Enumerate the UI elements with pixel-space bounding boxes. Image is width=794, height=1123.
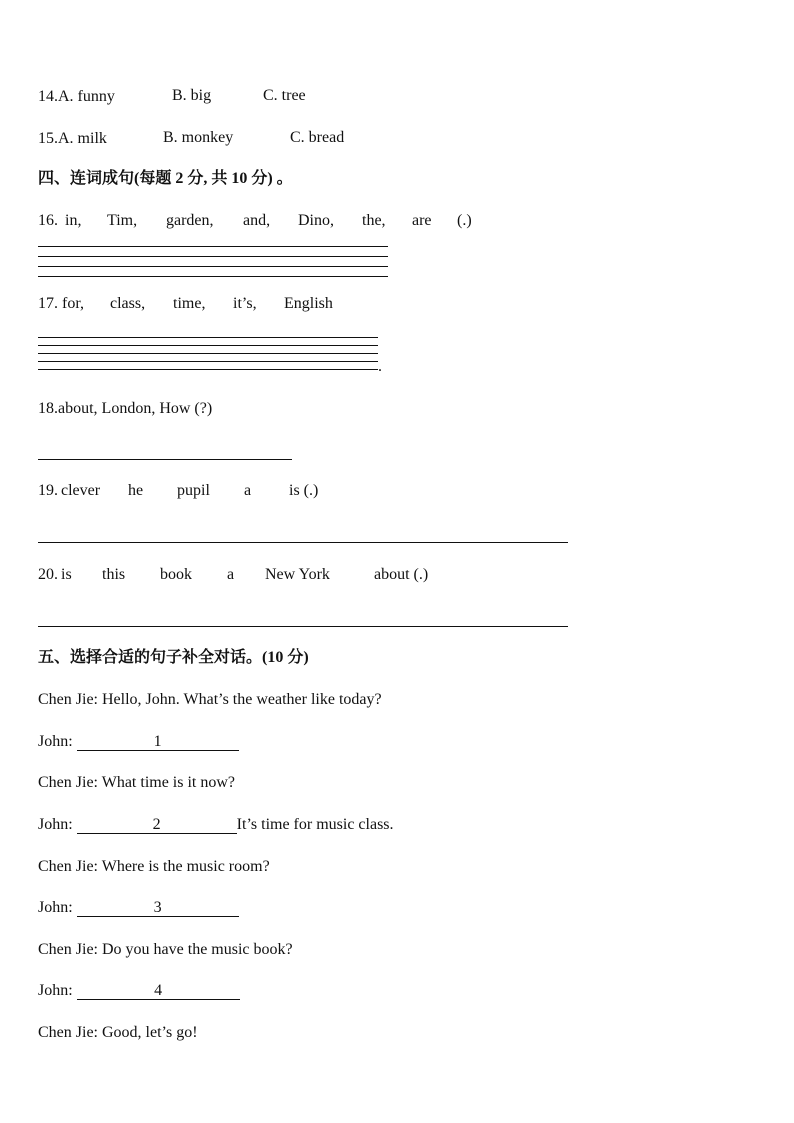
section-4-heading: 四、连词成句(每题 2 分, 共 10 分) 。 xyxy=(38,170,293,187)
dialogue-text: Do you have the music book? xyxy=(102,941,293,958)
dialogue-text: Where is the music room? xyxy=(101,858,270,875)
question-number: 17. xyxy=(38,295,58,312)
word: Tim, xyxy=(107,212,138,229)
word: this xyxy=(102,566,126,583)
dialogue-line xyxy=(38,940,293,960)
blank-number: 3 xyxy=(153,899,162,916)
dialogue-text: What time is it now? xyxy=(101,774,236,791)
option-a: A. funny xyxy=(58,88,115,105)
answer-line xyxy=(38,459,292,460)
question-14 xyxy=(38,87,115,107)
option-b: B. big xyxy=(172,87,212,104)
answer-line xyxy=(38,369,378,370)
word: the, xyxy=(362,212,386,229)
question-text: about, London, How (?) xyxy=(58,400,213,417)
speaker: John: xyxy=(38,733,73,750)
answer-line xyxy=(38,361,378,362)
dialogue-line xyxy=(38,1023,198,1043)
speaker: Chen Jie: xyxy=(38,941,98,958)
word: garden, xyxy=(166,212,214,229)
word: in, xyxy=(65,212,82,229)
blank-number: 4 xyxy=(154,982,163,999)
answer-line xyxy=(38,266,388,267)
speaker: John: xyxy=(38,816,73,833)
end-mark: . xyxy=(378,358,382,375)
question-number: 18. xyxy=(38,400,58,417)
word: about (.) xyxy=(374,566,429,583)
dialogue-line xyxy=(38,857,270,877)
word: and, xyxy=(243,212,271,229)
answer-line xyxy=(38,345,378,346)
blank-number: 1 xyxy=(153,733,162,750)
word: a xyxy=(244,482,252,499)
dialogue-line xyxy=(38,690,382,710)
word: Dino, xyxy=(298,212,334,229)
question-number: 19. xyxy=(38,482,58,499)
word: New York xyxy=(265,566,330,583)
word: (.) xyxy=(457,212,472,229)
answer-line xyxy=(38,542,568,543)
dialogue-text: Good, let’s go! xyxy=(102,1024,198,1041)
answer-line xyxy=(38,337,378,338)
speaker: John: xyxy=(38,982,73,999)
word: it’s, xyxy=(233,295,257,312)
option-a: A. milk xyxy=(58,130,107,147)
word: is (.) xyxy=(289,482,319,499)
dialogue-text: It’s time for music class. xyxy=(236,816,394,833)
speaker: Chen Jie: xyxy=(38,774,98,791)
answer-blank[interactable] xyxy=(77,732,239,751)
question-18 xyxy=(38,399,212,419)
word: is xyxy=(61,566,72,583)
word: a xyxy=(227,566,235,583)
answer-line xyxy=(38,626,568,627)
speaker: Chen Jie: xyxy=(38,1024,98,1041)
answer-line xyxy=(38,353,378,354)
question-15 xyxy=(38,129,107,149)
word: pupil xyxy=(177,482,210,499)
question-number: 16. xyxy=(38,212,58,229)
word: time, xyxy=(173,295,206,312)
speaker: John: xyxy=(38,899,73,916)
option-b: B. monkey xyxy=(163,129,234,146)
word: are xyxy=(412,212,432,229)
blank-number: 2 xyxy=(152,816,161,833)
word: clever xyxy=(61,482,101,499)
section-5-heading: 五、选择合适的句子补全对话。(10 分) xyxy=(38,649,309,666)
answer-blank[interactable] xyxy=(77,981,240,1000)
dialogue-line xyxy=(38,981,240,1001)
question-number: 14. xyxy=(38,88,58,105)
dialogue-line xyxy=(38,898,239,918)
answer-blank[interactable] xyxy=(77,815,237,834)
option-c: C. tree xyxy=(263,87,306,104)
word: for, xyxy=(62,295,85,312)
question-number: 20. xyxy=(38,566,58,583)
word: class, xyxy=(110,295,146,312)
dialogue-text: Hello, John. What’s the weather like today? xyxy=(102,691,382,708)
answer-line xyxy=(38,246,388,247)
word: book xyxy=(160,566,192,583)
speaker: Chen Jie: xyxy=(38,858,98,875)
dialogue-line xyxy=(38,732,239,752)
option-c: C. bread xyxy=(290,129,345,146)
dialogue-line xyxy=(38,815,394,835)
word: English xyxy=(284,295,333,312)
speaker: Chen Jie: xyxy=(38,691,98,708)
answer-line xyxy=(38,256,388,257)
dialogue-line xyxy=(38,773,235,793)
word: he xyxy=(128,482,144,499)
answer-blank[interactable] xyxy=(77,898,239,917)
question-number: 15. xyxy=(38,130,58,147)
answer-line xyxy=(38,276,388,277)
